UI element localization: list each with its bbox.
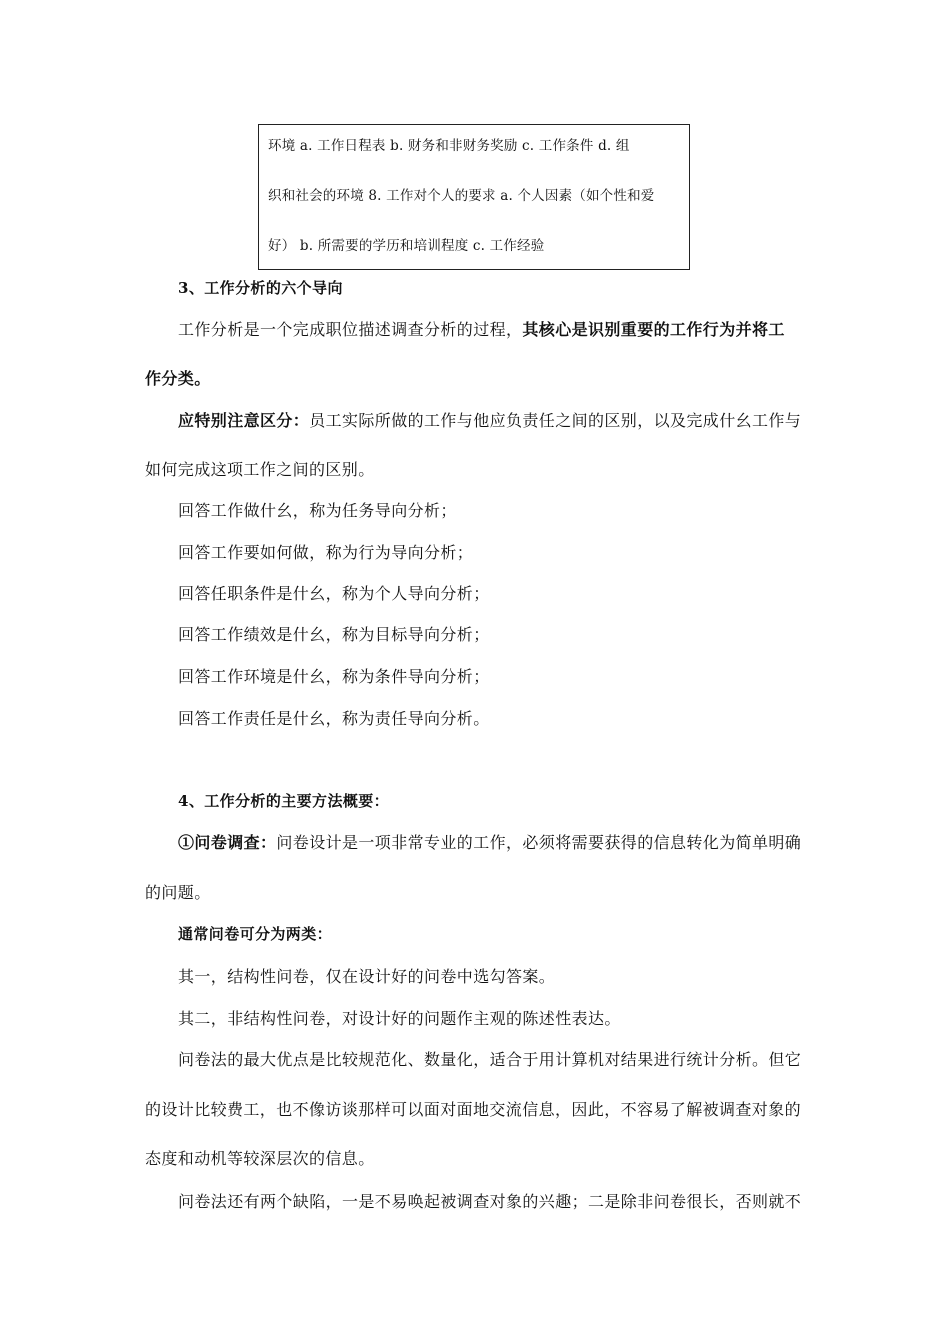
bordered-text-box [258, 124, 690, 270]
defect-paragraph-line-1: 问卷法还有两个缺陷，一是不易唤起被调查对象的兴趣；二是除非问卷很长，否则就不 [178, 1192, 802, 1211]
paragraph-text: 员工实际所做的工作与他应负责任之间的区别，以及完成什幺工作与 [309, 411, 802, 430]
orientation-item-condition: 回答工作环境是什幺，称为条件导向分析； [178, 667, 490, 686]
box-line-1: 环境 a. 工作日程表 b. 财务和非财务奖励 c. 工作条件 d. 组 [268, 138, 630, 154]
paragraph-bold-text: 其核心是识别重要的工作行为并将工 [522, 320, 785, 339]
questionnaire-paragraph-line-2: 的问题。 [145, 883, 211, 902]
orientation-item-goal: 回答工作绩效是什幺，称为目标导向分析； [178, 625, 490, 644]
box-line-2: 织和社会的环境 8. 工作对个人的要求 a. 个人因素（如个性和爱 [268, 188, 655, 204]
section-3-heading: 3、工作分析的六个导向 [178, 279, 343, 297]
orientation-item-responsibility: 回答工作责任是什幺，称为责任导向分析。 [178, 709, 490, 728]
advantage-paragraph-line-3: 态度和动机等较深层次的信息。 [145, 1149, 375, 1168]
box-line-3: 好） b. 所需要的学历和培训程度 c. 工作经验 [268, 238, 545, 254]
section-3-paragraph-1-line-2: 作分类。 [145, 369, 211, 388]
orientation-item-person: 回答任职条件是什幺，称为个人导向分析； [178, 584, 490, 603]
questionnaire-type-unstructured: 其二，非结构性问卷，对设计好的问题作主观的陈述性表达。 [178, 1009, 621, 1028]
advantage-paragraph-line-1: 问卷法的最大优点是比较规范化、数量化，适合于用计算机对结果进行统计分析。但它 [178, 1050, 802, 1069]
section-3-paragraph-2-line-2: 如何完成这项工作之间的区别。 [145, 460, 375, 479]
orientation-item-behavior: 回答工作要如何做，称为行为导向分析； [178, 543, 474, 562]
orientation-item-task: 回答工作做什幺，称为任务导向分析； [178, 501, 457, 520]
paragraph-bold-label: 应特别注意区分： [178, 411, 310, 430]
questionnaire-label: ①问卷调查： [178, 833, 277, 852]
advantage-paragraph-line-2: 的设计比较费工，也不像访谈那样可以面对面地交流信息，因此，不容易了解被调查对象的 [145, 1100, 802, 1119]
paragraph-text: 工作分析是一个完成职位描述调查分析的过程， [178, 320, 523, 339]
questionnaire-types-heading: 通常问卷可分为两类： [178, 925, 333, 943]
questionnaire-paragraph-line-1 [178, 830, 801, 853]
section-4-heading: 4、工作分析的主要方法概要： [178, 792, 390, 810]
section-3-paragraph-2-line-1 [178, 408, 801, 431]
questionnaire-type-structured: 其一，结构性问卷，仅在设计好的问卷中选勾答案。 [178, 967, 556, 986]
section-3-paragraph-1-line-1 [178, 317, 785, 340]
paragraph-text: 问卷设计是一项非常专业的工作，必须将需要获得的信息转化为简单明确 [276, 833, 802, 852]
